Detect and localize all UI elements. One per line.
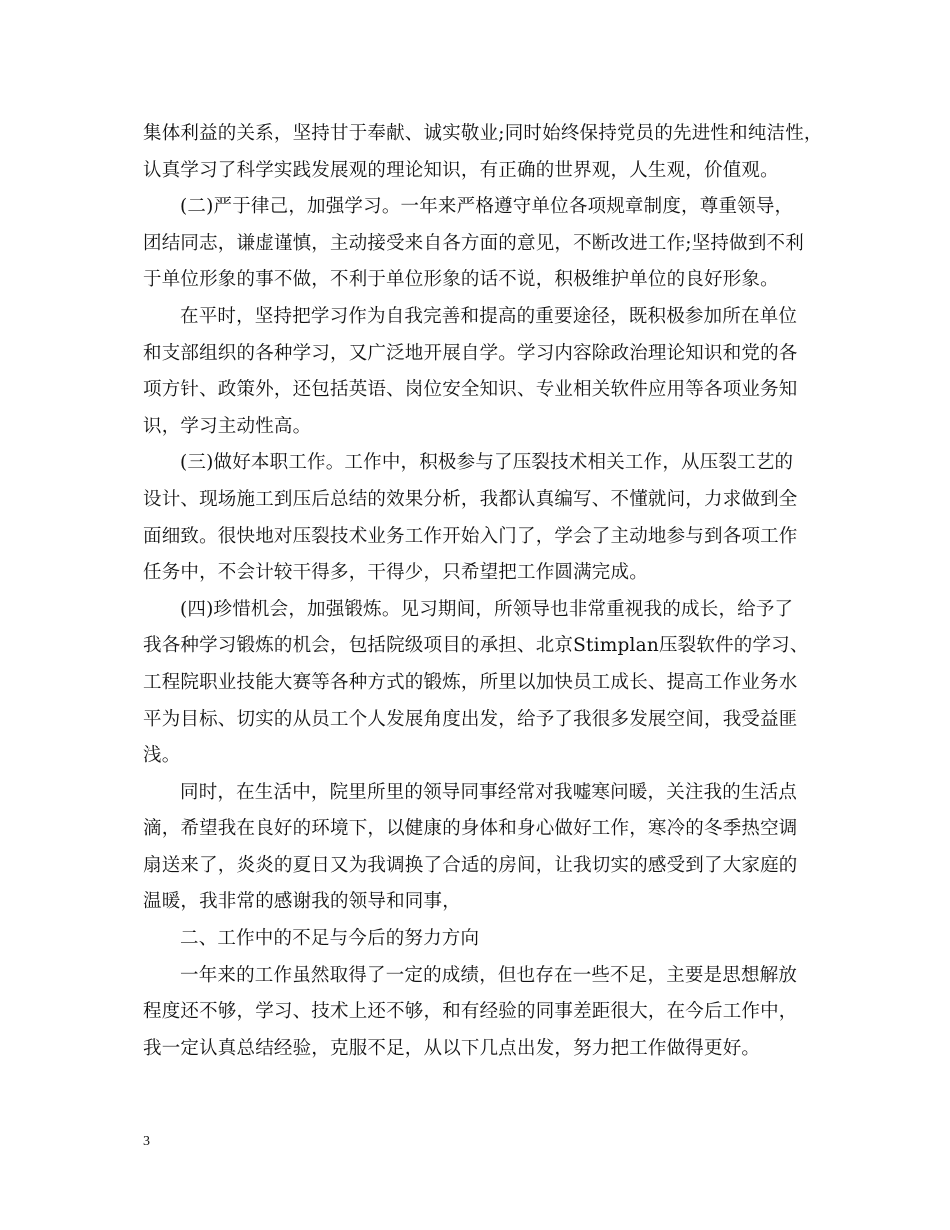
text-line: 我各种学习锻炼的机会，包括院级项目的承担、北京Stimplan压裂软件的学习、 [143, 635, 809, 657]
text-line: (二)严于律己，加强学习。一年来严格遵守单位各项规章制度，尊重领导， [180, 196, 794, 218]
section-heading-shortcomings [143, 921, 823, 958]
text-line: 一年来的工作虽然取得了一定的成绩，但也存在一些不足，主要是思想解放 [180, 964, 798, 986]
text-line: 我一定认真总结经验，克服不足，从以下几点出发，努力把工作做得更好。 [143, 1037, 761, 1059]
paragraph-opportunities [143, 592, 823, 775]
text-line: 设计、现场施工到压后总结的效果分析，我都认真编写、不懂就问，力求做到全 [143, 488, 798, 510]
text-line: (三)做好本职工作。工作中，积极参与了压裂技术相关工作，从压裂工艺的 [180, 452, 794, 474]
text-line: 平为目标、切实的从员工个人发展角度出发，给予了我很多发展空间，我受益匪 [143, 708, 798, 730]
text-line: 在平时，坚持把学习作为自我完善和提高的重要途径，既积极参加所在单位 [180, 305, 798, 327]
text-line: 面细致。很快地对压裂技术业务工作开始入门了，学会了主动地参与到各项工作 [143, 525, 798, 547]
text-line: 项方针、政策外，还包括英语、岗位安全知识、专业相关软件应用等各项业务知 [143, 379, 798, 401]
text-line: (四)珍惜机会，加强锻炼。见习期间，所领导也非常重视我的成长，给予了 [180, 598, 794, 620]
text-line: 任务中，不会计较干得多，干得少，只希望把工作圆满完成。 [143, 562, 648, 584]
paragraph-study [143, 299, 823, 445]
section-heading: 二、工作中的不足与今后的努力方向 [180, 928, 480, 950]
text-line: 团结同志，谦虚谨慎，主动接受来自各方面的意见，不断改进工作;坚持做到不利 [143, 232, 804, 254]
paragraph-job-duties [143, 445, 823, 591]
text-line: 同时，在生活中，院里所里的领导同事经常对我嘘寒问暖，关注我的生活点 [180, 781, 798, 803]
text-line: 和支部组织的各种学习，又广泛地开展自学。学习内容除政治理论知识和党的各 [143, 342, 798, 364]
text-line: 于单位形象的事不做，不利于单位形象的话不说，积极维护单位的良好形象。 [143, 269, 779, 291]
paragraph-daily-life [143, 775, 823, 921]
text-line: 工程院职业技能大赛等各种方式的锻炼，所里以加快员工成长、提高工作业务水 [143, 671, 798, 693]
text-line: 认真学习了科学实践发展观的理论知识，有正确的世界观，人生观，价值观。 [143, 159, 779, 181]
paragraph-shortcomings [143, 958, 823, 1068]
text-line: 滴，希望我在良好的环境下，以健康的身体和身心做好工作，寒冷的冬季热空调 [143, 818, 798, 840]
text-line: 集体利益的关系，坚持甘于奉献、诚实敬业;同时始终保持党员的先进性和纯洁性， [143, 123, 823, 144]
text-line: 扇送来了，炎炎的夏日又为我调换了合适的房间，让我切实的感受到了大家庭的 [143, 854, 798, 876]
paragraph-self-discipline [143, 189, 823, 299]
text-line: 识，学习主动性高。 [143, 415, 312, 437]
text-line: 程度还不够，学习、技术上还不够，和有经验的同事差距很大，在今后工作中， [143, 1001, 798, 1023]
text-line: 浅。 [143, 745, 181, 767]
page-number: 3 [143, 1134, 150, 1149]
text-line: 温暖，我非常的感谢我的领导和同事， [143, 891, 461, 913]
body-text [143, 116, 823, 1067]
paragraph-collective-interest [143, 116, 823, 189]
